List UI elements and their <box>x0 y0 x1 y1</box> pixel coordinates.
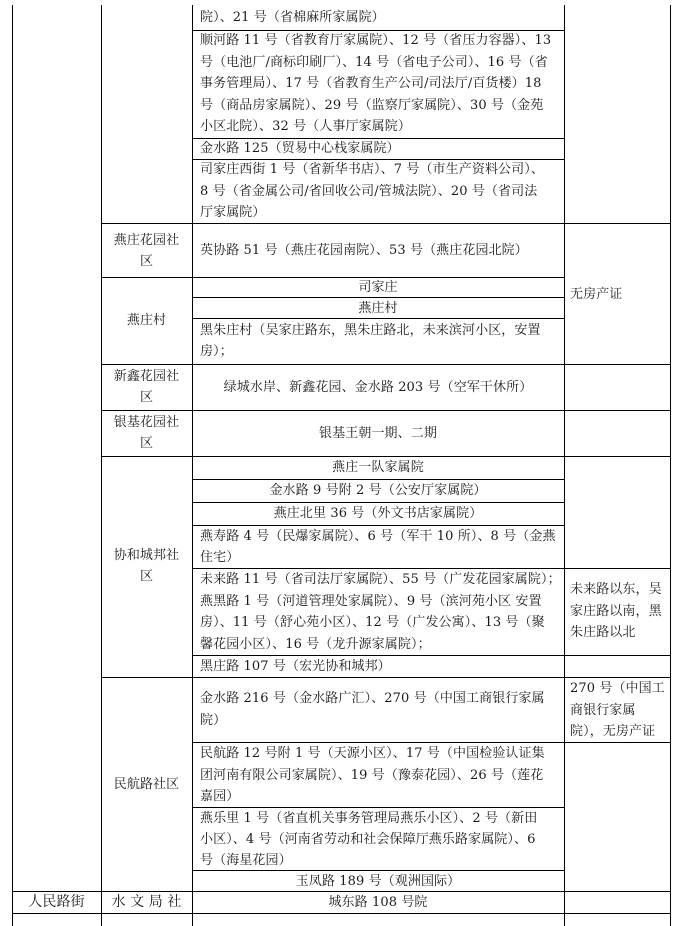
community-name: 水 文 局 社 <box>111 894 182 910</box>
address-cell: 燕乐里 1 号（省直机关事务管理局燕乐小区）、2 号（新田 <box>200 811 538 826</box>
address-cell: 司家庄西街 1 号（省新华书店）、7 号（市生产资料公司）、 <box>200 162 544 177</box>
address-cell: 未来路 11 号（省司法厅家属院）、55 号（广发花园家属院）； <box>200 572 561 587</box>
address-cell: 金水路 9 号附 2 号（公安厅家属院） <box>269 483 487 498</box>
address-cell: 小区）、4 号（河南省劳动和社会保障厅燕乐路家属院）、6 <box>200 832 536 847</box>
address-cell: 玉凤路 189 号（观洲国际） <box>295 874 461 889</box>
community-name: 区 <box>139 436 154 451</box>
address-cell: 金水路 216 号（金水路广汇）、270 号（中国工商银行家属 <box>200 691 545 706</box>
address-cell: 房）； <box>200 344 233 359</box>
note-cell: 院），无房产证 <box>570 724 656 739</box>
note-cell: 未来路以东，吴 <box>570 582 662 597</box>
address-cell: 院）、21 号（省棉麻所家属院） <box>200 10 385 25</box>
address-cell: 英协路 51 号（燕庄花园南院）、53 号（燕庄花园北院） <box>200 243 528 258</box>
note-cell: 家庄路以南，黑 <box>570 603 662 619</box>
note-cell: 商银行家属 <box>570 702 636 718</box>
note-cell: 朱庄路以北 <box>570 625 636 640</box>
address-cell: 燕黑路 1 号（河道管理处家属院）、9 号（滨河苑小区 安置 <box>200 593 542 609</box>
address-cell: 燕庄一队家属院 <box>332 460 424 475</box>
grid-line <box>101 364 670 365</box>
address-cell: 8 号（省金属公司/省回收公司/管城法院）、20 号（省司法 <box>200 183 538 199</box>
address-cell: 黑朱庄村（吴家庄路东，黑朱庄路北，未来滨河小区，安置 <box>200 323 541 338</box>
community-name: 新鑫花园社 <box>113 369 180 384</box>
community-name: 燕庄村 <box>126 313 167 328</box>
address-cell: 院） <box>200 713 227 728</box>
address-cell: 嘉园） <box>200 789 240 804</box>
community-name: 燕庄花园社 <box>113 233 180 248</box>
address-cell: 房）、11 号（舒心苑小区）、12 号（广发公寓）、13 号（聚 <box>200 615 545 630</box>
address-cell: 城东路 108 号院 <box>328 895 428 910</box>
address-cell: 馨花园小区）、16 号（龙升源家属院）； <box>200 636 431 652</box>
note-cell: 无房产证 <box>570 287 623 302</box>
grid-line <box>101 223 670 224</box>
address-cell: 燕庄村 <box>358 301 398 316</box>
community-name: 民航路社区 <box>113 777 180 792</box>
grid-line <box>564 5 565 926</box>
address-cell: 黑庄路 107 号（宏光协和城邦） <box>200 659 391 674</box>
address-cell: 号（电池厂/商标印刷厂）、14 号（省电子公司）、16 号（省 <box>200 54 548 70</box>
address-cell: 事务管理局）、17 号（省教育生产公司/司法厅/百货楼）18 <box>200 76 542 91</box>
address-cell: 金水路 125（贸易中心栈家属院） <box>200 141 400 156</box>
grid-line <box>101 410 670 411</box>
address-cell: 司家庄 <box>358 280 398 295</box>
address-cell: 绿城水岸、新鑫花园、金水路 203 号（空军干休所） <box>223 380 533 395</box>
address-cell: 银基王朝一期、二期 <box>319 426 437 441</box>
community-name: 协和城邦社 <box>113 548 180 563</box>
address-cell: 燕庄北里 36 号（外文书店家属院） <box>273 506 483 521</box>
community-name: 区 <box>139 569 154 584</box>
community-name: 区 <box>139 254 154 269</box>
street-name: 人民路街 <box>28 894 85 910</box>
address-cell: 住宅） <box>200 550 240 565</box>
address-cell: 小区北院）、32 号（人事厅家属院） <box>200 119 411 134</box>
community-name: 区 <box>139 390 154 405</box>
address-cell: 民航路 12 号附 1 号（天源小区）、17 号（中国检验认证集 <box>200 746 545 761</box>
grid-line <box>12 5 13 926</box>
note-cell: 270 号（中国工 <box>570 681 665 696</box>
address-cell: 团河南有限公司家属院）、19 号（豫泰花园）、26 号（莲花 <box>200 767 544 783</box>
grid-line <box>670 5 671 926</box>
address-cell: 顺河路 11 号（省教育厅家属院）、12 号（省压力容器）、13 <box>200 33 552 48</box>
community-name: 银基花园社 <box>113 415 180 430</box>
address-cell: 号（海星花园） <box>200 853 292 868</box>
address-cell: 号（商品房家属院）、29 号（监察厅家属院）、30 号（金苑 <box>200 97 544 113</box>
address-cell: 燕寿路 4 号（民爆家属院）、6 号（军干 10 所）、8 号（金燕 <box>200 529 556 544</box>
address-cell: 厅家属院） <box>200 205 266 220</box>
